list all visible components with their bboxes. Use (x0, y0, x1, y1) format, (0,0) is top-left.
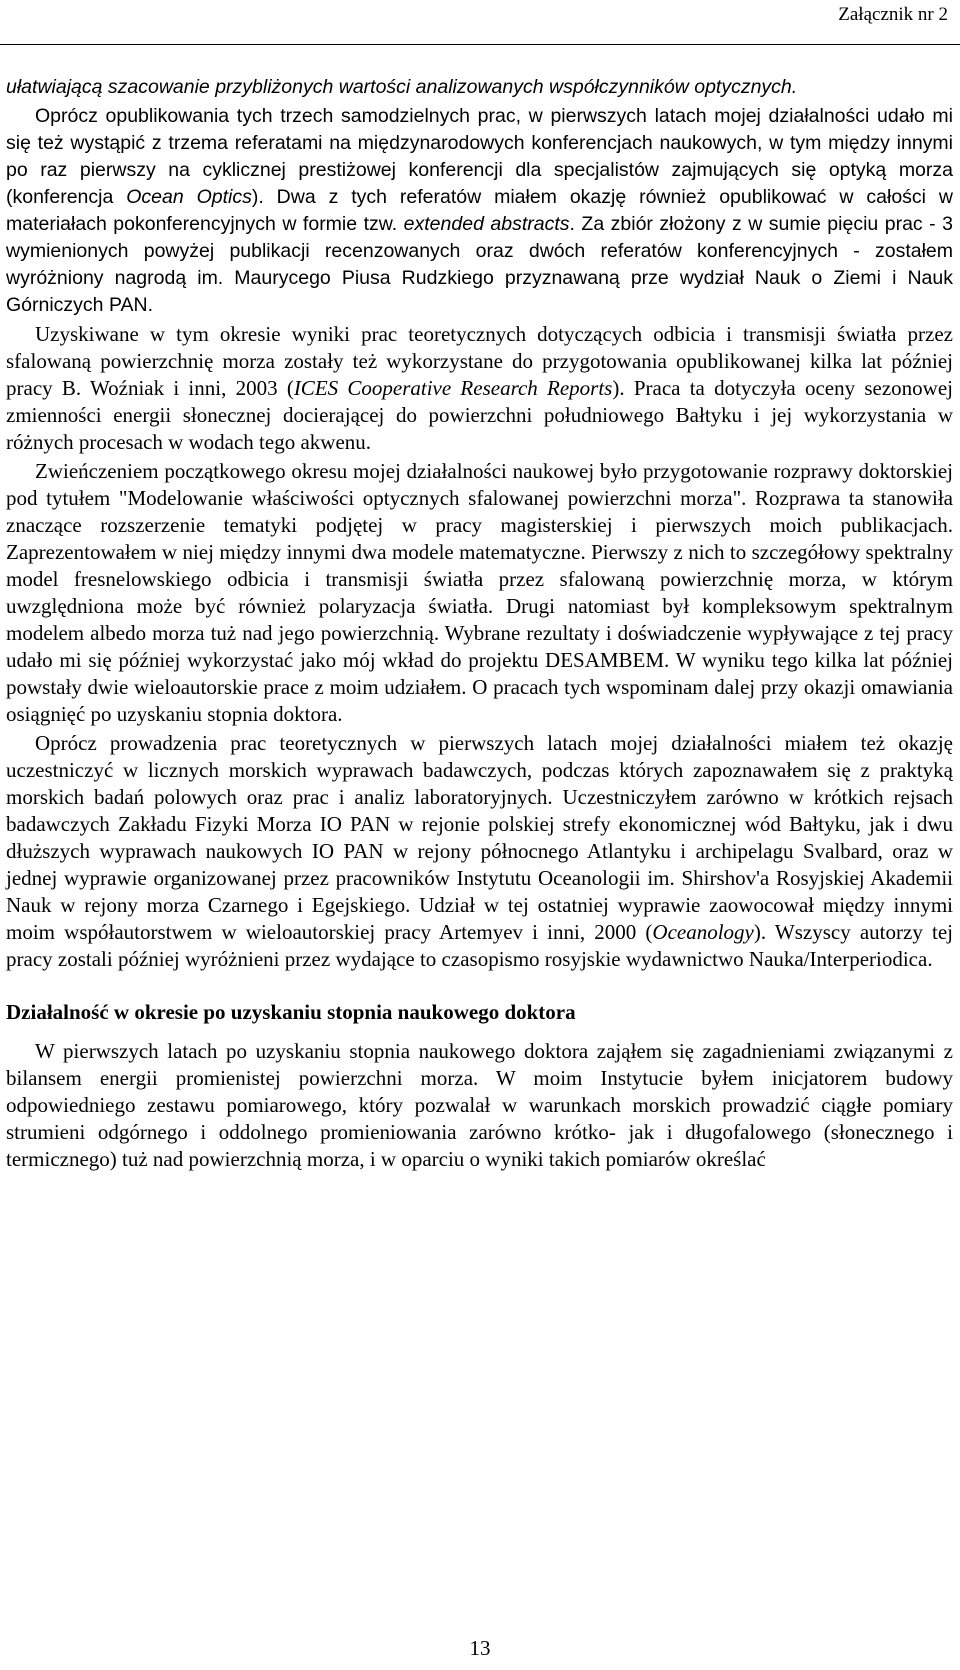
italic-span: ICES Cooperative Research Reports (293, 376, 613, 400)
text-span: Maurycego Piusa Rudzkiego przyznawaną prze wydział Nauk o Ziemi i Nauk Górniczych PAN. (6, 267, 953, 316)
text-span: Oprócz prowadzenia prac teoretycznych w pierwszych latach mojej działalności miałem też okazję uczestniczyć w licznych morskich wyprawach badawczych, podczas których zapoznawałem się z praktyką morskich badań polowych oraz prac i analiz laboratoryjnych. Uczestniczyłem zarówno w krótkich rejsach badawczych Zakładu Fizyki Morza IO PAN w rejonie polskiej strefy ekonomicznej wód Bałtyku, jak i dwu dłuższych wyprawach naukowych IO PAN w rejony północnego Atlantyku i archipelagu Svalbard, oraz w jednej wyprawie organizowanej przez pracowników Instytutu Oceanologii im. Shirshov'a Rosyjskiej Akademii Nauk w rejony morza Czarnego i Egejskiego. Udział w tej ostatniej wyprawie zaowocował między innymi moim współautorstwem w wieloautorskiej pracy Artemyev i inni, 2000 ( (6, 731, 953, 944)
paragraph-dissertation: Zwieńczeniem początkowego okresu mojej działalności naukowej było przygotowanie rozprawy doktorskiej pod tytułem "Modelowanie właściwości optycznych sfalowanej powierzchni morza". Rozprawa ta stanowiła znaczące rozszerzenie tematyki podjętej w pracy magisterskiej i pierwszych moich publikacjach. Zaprezentowałem w niej między innymi dwa modele matematyczne. Pierwszy z nich to szczegółowy spektralny model fresnelowskiego odbicia i transmisji światła przez sfalowaną powierzchnię morza, w którym uwzględniona może być również polaryzacja światła. Drugi natomiast był kompleksowym spektralnym modelem albedo morza tuż nad jego powierzchnią. Wybrane rezultaty i doświadczenie wypływające z tej pracy udało mi się później wykorzystać jako mój wkład do projektu DESAMBEM. W wyniku tego kilka lat później powstały dwie wieloautorskie prace z moim udziałem. O pracach tych wspominam dalej przy okazji omawiania osiągnięć po uzyskaniu stopnia doktora. (6, 459, 953, 726)
paragraph-post-doctorate: W pierwszych latach po uzyskaniu stopnia naukowego doktora zająłem się zagadnieniami związanymi z bilansem energii promienistej powierzchni morza. W moim Instytucie byłem inicjatorem budowy odpowiedniego zestawu pomiarowego, który pozwalał w warunkach morskich prowadzić ciągłe pomiary strumieni odgórnego i oddolnego promieniowania zarówno krótko- jak i długofalowego (słonecznego i termicznego) tuż nad powierzchnią morza, i w oparciu o wyniki takich pomiarów określać (6, 1039, 953, 1171)
text-span: . Za zbiór złożony z w sumie pięciu prac - 3 wymienionych powyżej publikacji recenzowanych oraz dwóch referatów konferencyjnych - zostałem wyróżniony nagrodą im. (6, 213, 953, 289)
header-label: Załącznik nr 2 (838, 4, 948, 25)
text-span: ). Wszyscy autorzy tej pracy zostali później wyróżnieni przez wydające to czasopismo rosyjskie wydawnictwo Nauka/Interperiodica. (6, 920, 953, 971)
page-number: 13 (469, 1636, 491, 1660)
page-header (0, 0, 960, 45)
italic-span: Ocean Optics (126, 186, 252, 208)
paragraph-expeditions (6, 730, 953, 973)
italic-span: extended abstracts (403, 213, 570, 235)
intro-italic-text: ułatwiającą szacowanie przybliżonych wartości analizowanych współczynników optycznych. (6, 76, 798, 98)
text-span: ). Praca ta dotyczyła oceny sezonowej zmienności energii słonecznej docierającej do powierzchni południowego Bałtyku i jej wykorzystania w różnych procesach w wodach tego akwenu. (6, 376, 953, 454)
text-span: Oprócz opublikowania tych trzech samodzielnych prac, w pierwszych latach mojej działalności udało mi się też wystąpić z trzema referatami na międzynarodowych konferencjach naukowych, w tym między innymi po raz pierwszy na cyklicznej prestiżowej konferencji dla specjalistów zajmujących się optyką morza (konferencja (6, 105, 953, 208)
paragraph-intro (6, 74, 953, 101)
section-heading: Działalność w okresie po uzyskaniu stopnia naukowego doktora (6, 1000, 576, 1024)
italic-span: Oceanology (652, 920, 754, 944)
text-span: Uzyskiwane w tym okresie wyniki prac teoretycznych dotyczących odbicia i transmisji światła przez sfalowaną powierzchnię morza zostały też wykorzystane do przygotowania opublikowanej kilka lat później pracy B. Woźniak i inni, 2003 ( (6, 322, 953, 400)
paragraph-results (6, 321, 953, 456)
page-body (6, 74, 953, 1173)
paragraph-conferences (6, 103, 953, 319)
text-span: ). Dwa z tych referatów miałem okazję również opublikować w całości w materiałach pokonferencyjnych w formie tzw. (6, 186, 953, 235)
